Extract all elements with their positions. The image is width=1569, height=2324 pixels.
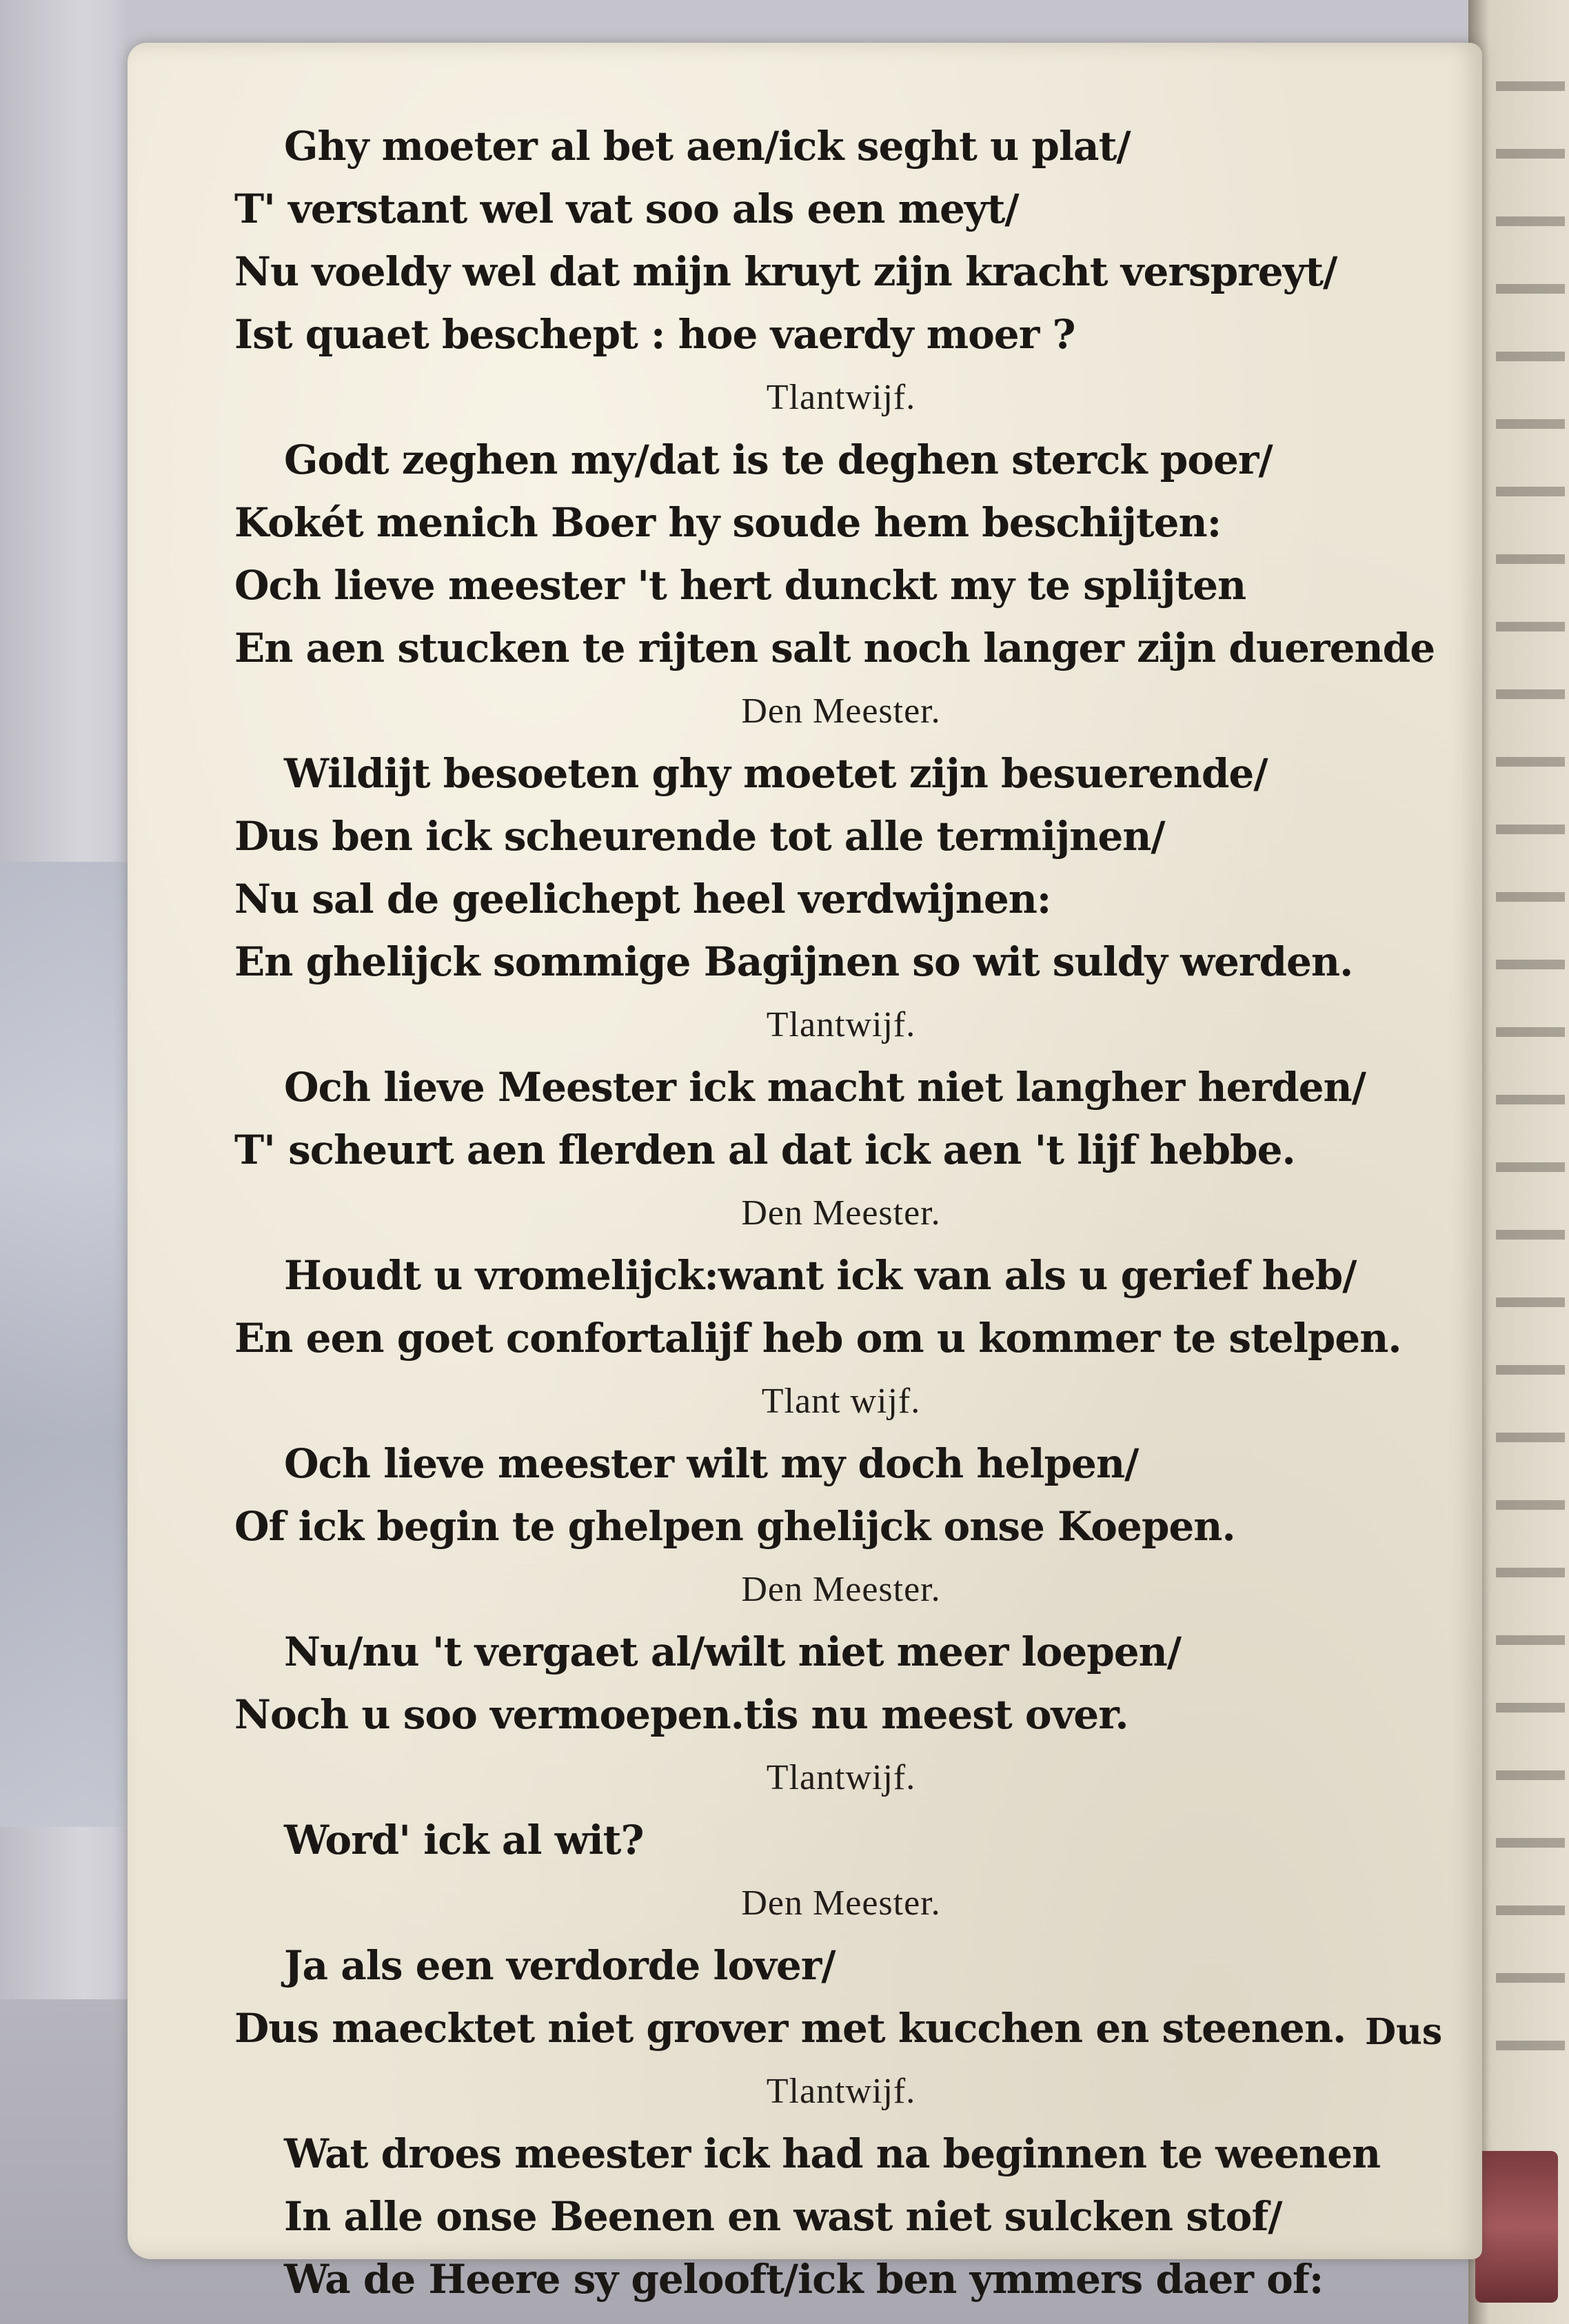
verse-line: Och lieve meester wilt my doch helpen/	[284, 1440, 1139, 1487]
verse-line: T' scheurt aen flerden al dat ick aen 't lijf hebbe.	[234, 1126, 1295, 1173]
speaker-heading: Den Meester.	[741, 1570, 941, 1609]
verse-line: Ist quaet beschept : hoe vaerdy moer ?	[234, 311, 1075, 358]
facing-page-text-fragment	[1496, 55, 1565, 2054]
verse-line: Dus ben ick scheurende tot alle termijnen/	[234, 813, 1165, 860]
verse-line: Wildijt besoeten ghy moetet zijn besuerende/	[284, 750, 1268, 797]
verse-line: Noch u soo vermoepen.tis nu meest over.	[234, 1691, 1128, 1738]
speaker-heading: Den Meester.	[741, 1193, 941, 1233]
catchword: Dus	[1365, 2011, 1443, 2053]
speaker-heading: Den Meester.	[741, 691, 941, 731]
speaker-heading: Tlant wijf.	[761, 1382, 921, 1421]
verse-line: Of ick begin te ghelpen ghelijck onse Koepen.	[234, 1503, 1235, 1550]
verse-line: Dus maecktet niet grover met kucchen en steenen.	[234, 2005, 1346, 2052]
verse-line: Och lieve Meester ick macht niet langher herden/	[284, 1064, 1366, 1111]
verse-line: Ghy moeter al bet aen/ick seght u plat/	[284, 123, 1131, 170]
verse-line: Word' ick al wit?	[284, 1817, 644, 1863]
verse-line: Nu/nu 't vergaet al/wilt niet meer loepen/	[284, 1628, 1182, 1675]
verse-line: Godt zeghen my/dat is te deghen sterck poer/	[284, 436, 1273, 483]
verse-line: Kokét menich Boer hy soude hem beschijten:	[234, 499, 1222, 546]
verse-line: Ja als een verdorde lover/	[284, 1942, 836, 1989]
speaker-heading: Tlantwijf.	[766, 1005, 916, 1044]
speaker-heading: Tlantwijf.	[766, 2072, 916, 2111]
cloth-fold	[0, 862, 145, 1827]
verse-line: En ghelijck sommige Bagijnen so wit suldy werden.	[234, 938, 1353, 985]
verse-line: Och lieve meester 't hert dunckt my te splijten	[234, 562, 1246, 609]
verse-line: En een goet confortalijf heb om u kommer te stelpen.	[234, 1315, 1401, 1362]
verse-line: In alle onse Beenen en wast niet sulcken stof/	[284, 2193, 1282, 2240]
verse-line: Wat droes meester ick had na beginnen te weenen	[284, 2130, 1381, 2177]
speaker-heading: Tlantwijf.	[766, 378, 916, 417]
speaker-heading: Den Meester.	[741, 1883, 941, 1923]
speaker-heading: Tlantwijf.	[766, 1758, 916, 1797]
verse-line: Houdt u vromelijck:want ick van als u gerief heb/	[284, 1252, 1357, 1299]
verse-line: Nu sal de geelichept heel verdwijnen:	[234, 876, 1051, 922]
verse-line: T' verstant wel vat soo als een meyt/	[234, 185, 1019, 232]
book-page	[128, 43, 1482, 2303]
verse-line: Wa de Heere sy gelooft/ick ben ymmers daer of:	[284, 2256, 1324, 2303]
page-text-block	[234, 115, 1489, 2311]
verse-line: Nu voeldy wel dat mijn kruyt zijn kracht verspreyt/	[234, 248, 1337, 295]
verse-line: En aen stucken te rijten salt noch langer zijn duerende	[234, 625, 1435, 671]
